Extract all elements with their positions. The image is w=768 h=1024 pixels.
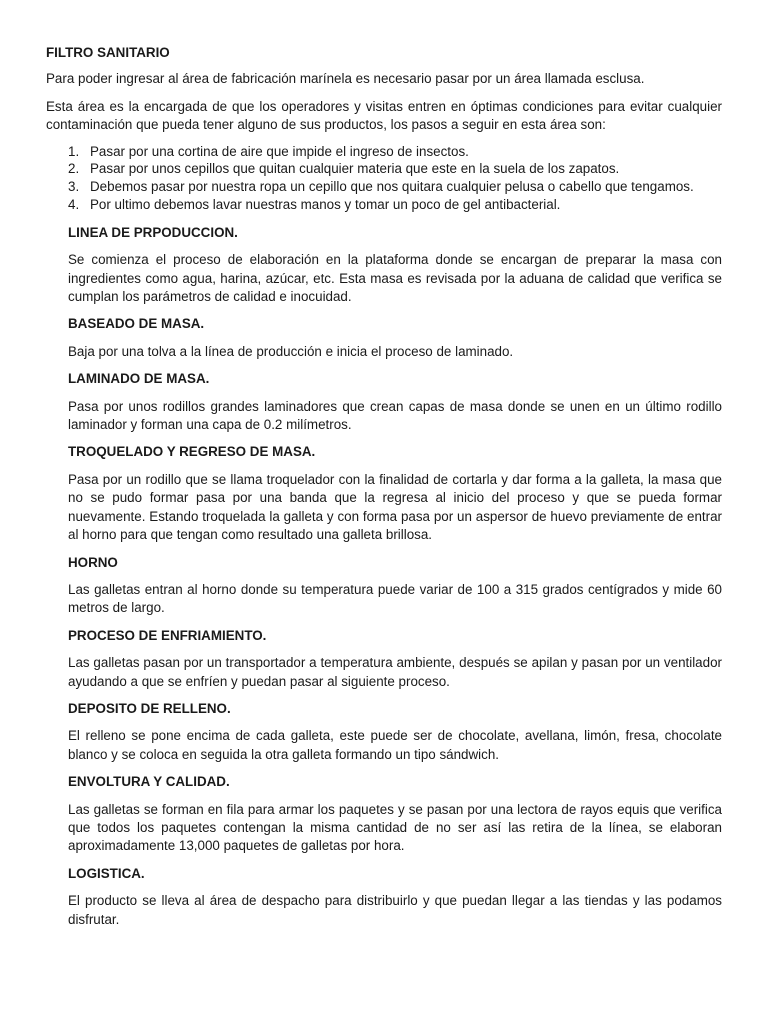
- section-linea-de-produccion: [68, 224, 722, 307]
- section-laminado-de-masa: [68, 370, 722, 434]
- section-text: Pasa por unos rodillos grandes laminadores que crean capas de masa donde se unen en un último rodillo laminador y forman una capa de 0.2 milímetros.: [68, 398, 722, 433]
- section-text: El relleno se pone encima de cada galleta, este puede ser de chocolate, avellana, limón, fresa, chocolate blanco y se coloca en seguida la otra galleta formando un tipo sándwich.: [68, 728, 722, 762]
- section-heading: TROQUELADO Y REGRESO DE MASA.: [68, 444, 316, 460]
- section-heading: HORNO: [68, 554, 118, 570]
- section-enfriamiento: [68, 627, 722, 691]
- intro-paragraph-2: Esta área es la encargada de que los operadores y visitas entren en óptimas condiciones para evitar cualquier contaminación que pueda tener alguno de sus productos, los pasos a seguir en esta área son:: [46, 98, 722, 133]
- section-envoltura-y-calidad: [68, 773, 722, 856]
- list-item: Por ultimo debemos lavar nuestras manos y tomar un poco de gel antibacterial.: [90, 197, 561, 213]
- intro-paragraph-1: Para poder ingresar al área de fabricación marínela es necesario pasar por un área llamada esclusa.: [46, 71, 645, 87]
- section-logistica: [68, 865, 722, 929]
- list-item: Debemos pasar por nuestra ropa un cepillo que nos quitara cualquier pelusa o cabello que tengamos.: [90, 179, 694, 195]
- section-troquelado: [68, 443, 722, 544]
- section-heading: PROCESO DE ENFRIAMIENTO.: [68, 627, 267, 643]
- section-heading: LAMINADO DE MASA.: [68, 371, 210, 387]
- section-text: El producto se lleva al área de despacho para distribuirlo y que puedan llegar a las tiendas y las podamos disfrutar.: [68, 893, 722, 927]
- section-heading: LOGISTICA.: [68, 865, 145, 881]
- section-heading: DEPOSITO DE RELLENO.: [68, 700, 231, 716]
- section-heading: LINEA DE PRPODUCCION.: [68, 224, 238, 240]
- section-heading: ENVOLTURA Y CALIDAD.: [68, 774, 230, 790]
- section-horno: [68, 554, 722, 618]
- section-heading: BASEADO DE MASA.: [68, 316, 205, 332]
- section-deposito-de-relleno: [68, 700, 722, 764]
- list-item: Pasar por unos cepillos que quitan cualquier materia que este en la suela de los zapatos.: [90, 161, 620, 177]
- section-baseado-de-masa: [68, 315, 722, 361]
- steps-list: [46, 143, 722, 214]
- document-title: FILTRO SANITARIO: [46, 45, 170, 60]
- section-text: Baja por una tolva a la línea de producción e inicia el proceso de laminado.: [68, 343, 514, 359]
- section-text: Pasa por un rodillo que se llama troquelador con la finalidad de cortarla y dar forma a la galleta, la masa que no se pudo formar pasa por una banda que la regresa al inicio del proceso y que se pueda formar nuevamente. Estando troquelada la galleta y con forma pasa por un aspersor de huevo previamente de entrar al horno para que tengan como resultado una galleta brillosa.: [68, 471, 722, 543]
- section-text: Las galletas entran al horno donde su temperatura puede variar de 100 a 315 grados centígrados y mide 60 metros de largo.: [68, 581, 722, 616]
- section-text: Las galletas se forman en fila para armar los paquetes y se pasan por una lectora de rayos equis que verifica que todos los paquetes contengan la misma cantidad de no ser así las retira de la línea, se elaboran aproximadamente 13,000 paquetes de galletas por hora.: [68, 801, 722, 854]
- list-item: Pasar por una cortina de aire que impide el ingreso de insectos.: [90, 143, 469, 159]
- section-text: Las galletas pasan por un transportador a temperatura ambiente, después se apilan y pasan por un ventilador ayudando a que se enfríen y puedan pasar al siguiente proceso.: [68, 655, 722, 689]
- section-text: Se comienza el proceso de elaboración en la plataforma donde se encargan de preparar la masa con ingredientes como agua, harina, azúcar, etc. Esta masa es revisada por la aduana de calidad que verifica se cumplan los parámetros de calidad e inocuidad.: [68, 252, 722, 305]
